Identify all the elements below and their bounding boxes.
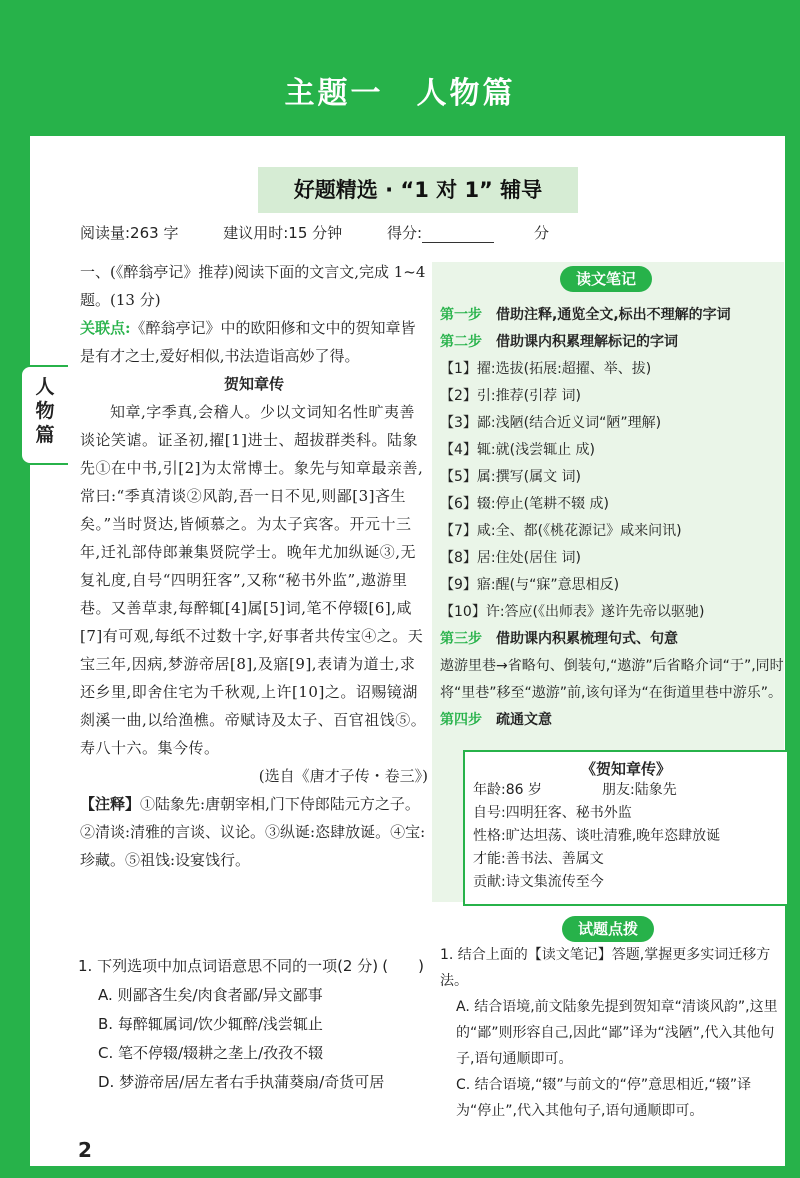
profile-card (463, 750, 789, 906)
score-field: 得分: 分 (386, 224, 550, 242)
tips-pill: 试题点拨 (562, 916, 654, 942)
question-tips (440, 942, 786, 1124)
step-2: 第二步 借助课内积累理解标记的字词 (440, 334, 678, 350)
step-4: 第四步 疏通文意 (440, 712, 552, 728)
side-tab-char: 物 (35, 400, 55, 422)
profile-row: 年龄:86 岁 朋友:陆象先 (473, 782, 677, 798)
link-point: 关联点:《醉翁亭记》中的欧阳修和文中的贺知章皆是有才之士,爱好相似,书法造诣高妙了得。 (80, 319, 416, 365)
profile-talent: 才能:善书法、善属文 (473, 851, 604, 867)
profile-title: 《贺知章传》 (580, 760, 671, 778)
option-d[interactable]: D. 梦游帝居/居左者右手执蒲葵扇/奇货可居 (98, 1073, 385, 1091)
note-item: 【1】擢:选拔(拓展:超擢、举、拔) (440, 361, 652, 377)
page-number: 2 (78, 1138, 92, 1162)
question-1 (78, 952, 424, 1097)
step-3: 第三步 借助课内积累梳理句式、句意 (440, 631, 678, 647)
note-item: 【10】许:答应(《出师表》遂许先帝以驱驰) (440, 604, 705, 620)
note-item: 【7】咸:全、都(《桃花源记》咸来问讯) (440, 523, 682, 539)
note-item: 【9】寤:醒(与“寐”意思相反) (440, 577, 620, 593)
tip-c: C. 结合语境,“辍”与前文的“停”意思相近,“辍”译为“停止”,代入其他句子,语句通顺即可。 (456, 1077, 752, 1119)
question-stem: 1. 下列选项中加点词语意思不同的一项(2 分) ( ) (78, 952, 424, 981)
read-count: 阅读量:263 字 (80, 224, 179, 242)
annotation: 【注释】①陆象先:唐朝宰相,门下侍郎陆元方之子。②清谈:清雅的言谈、议论。③纵诞:恣肆放诞。④宝:珍藏。⑤祖饯:设宴饯行。 (80, 795, 426, 869)
section-subtitle: 好题精选 · “1 对 1” 辅导 (258, 167, 578, 213)
tips-intro: 1. 结合上面的【读文笔记】答题,掌握更多实词迁移方法。 (440, 947, 771, 989)
time-suggestion: 建议用时:15 分钟 (223, 224, 343, 242)
answer-paren: ( ) (382, 957, 424, 975)
note-item: 【8】居:住处(居住 词) (440, 550, 581, 566)
step-1: 第一步 借助注释,通览全文,标出不理解的字词 (440, 307, 731, 323)
notes-pill: 读文笔记 (560, 266, 652, 292)
passage-source: (选自《唐才子传・卷三》) (258, 767, 428, 785)
side-tab (20, 365, 68, 465)
note-item: 【2】引:推荐(引荐 词) (440, 388, 581, 404)
note-item: 【6】辍:停止(笔耕不辍 成) (440, 496, 609, 512)
tip-a: A. 结合语境,前文陆象先提到贺知章“清谈风韵”,这里的“鄙”则形容自己,因此“鄙”译为“浅陋”,代入其他句子,语句通顺即可。 (456, 999, 778, 1067)
side-tab-char: 篇 (35, 424, 55, 446)
score-blank[interactable] (422, 228, 494, 243)
reading-passage (80, 258, 428, 874)
passage-title: 贺知章传 (223, 375, 284, 393)
profile-contribution: 贡献:诗文集流传至今 (473, 874, 604, 890)
step-3-text: 遨游里巷→省略句、倒装句,“遨游”后省略介词“于”,同时将“里巷”移至“遨游”前,该句译为“在街道里巷中游乐”。 (440, 658, 784, 701)
reading-notes (440, 302, 784, 734)
option-c[interactable]: C. 笔不停辍/辍耕之垄上/孜孜不辍 (98, 1044, 324, 1062)
note-item: 【3】鄙:浅陋(结合近义词“陋”理解) (440, 415, 662, 431)
side-tab-char: 人 (35, 376, 55, 398)
profile-character: 性格:旷达坦荡、谈吐清雅,晚年恣肆放诞 (473, 828, 721, 844)
reading-meta (80, 222, 589, 243)
topic-title: 主题一 人物篇 (284, 76, 516, 111)
note-item: 【4】辄:就(浅尝辄止 成) (440, 442, 595, 458)
note-item: 【5】属:撰写(属文 词) (440, 469, 581, 485)
option-a[interactable]: A. 则鄙吝生矣/肉食者鄙/异文鄙事 (98, 986, 323, 1004)
option-b[interactable]: B. 每醉辄属词/饮少辄醉/浅尝辄止 (98, 1015, 323, 1033)
question-title: 一、(《醉翁亭记》推荐)阅读下面的文言文,完成 1~4 题。(13 分) (80, 263, 426, 309)
passage-text: 知章,字季真,会稽人。少以文词知名性旷夷善谈论笑谑。证圣初,擢[1]进士、超拔群类科。陆象先①在中书,引[2]为太常博士。象先与知章最亲善,常曰:“季真清谈②风韵,吾一日不见,则鄙[3]吝生矣。”当时贤达,皆倾慕之。为太子宾客。开元十三年,迁礼部侍郎兼集贤院学士。晚年尤加纵诞③,无复礼度,自号“四明狂客”,又称“秘书外监”,遨游里巷。又善草隶,每醉辄[4]属[5]词,笔不停辍[6],咸[7]有可观,每纸不过数十字,好事者共传宝④之。天宝三年,因病,梦游帝居[8],及寤[9],表请为道士,求还乡里,即舍住宅为千秋观,上许[10]之。诏赐镜湖剡溪一曲,以给渔樵。帝赋诗及太子、百官祖饯⑤。寿八十六。集今传。 (80, 403, 427, 757)
profile-alias: 自号:四明狂客、秘书外监 (473, 805, 632, 821)
